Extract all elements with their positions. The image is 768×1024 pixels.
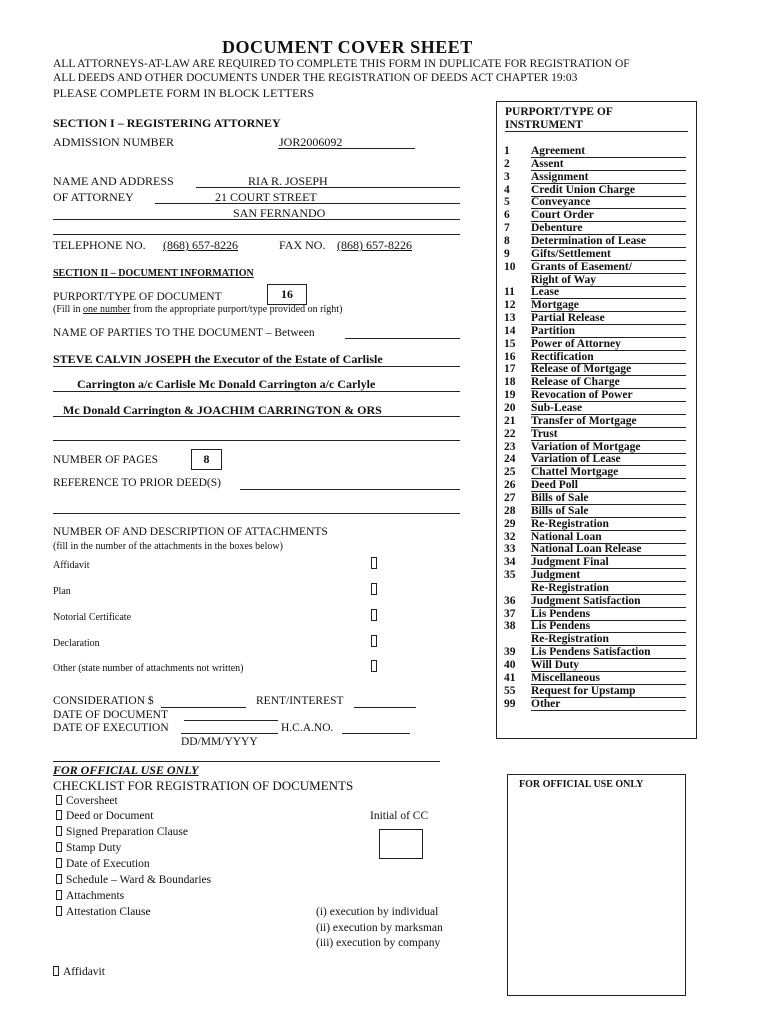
purport-item-label: Bills of Sale — [531, 505, 686, 518]
purport-item-number: 34 — [504, 556, 516, 569]
purport-item-label: Assignment — [531, 171, 686, 184]
hca-underline[interactable] — [342, 733, 410, 734]
checkbox-icon — [56, 810, 62, 820]
purport-item-label: Revocation of Power — [531, 389, 686, 402]
intro-line-2: ALL DEEDS AND OTHER DOCUMENTS UNDER THE REGISTRATION OF DEEDS ACT CHAPTER 19:03 — [53, 72, 578, 84]
purport-note-pre: (Fill in — [53, 304, 84, 315]
admission-underline — [278, 148, 415, 149]
purport-item-label: Agreement — [531, 145, 686, 158]
prior-deed-label: REFERENCE TO PRIOR DEED(S) — [53, 477, 221, 489]
checklist-preparation-clause[interactable] — [56, 826, 188, 838]
checklist-attachments-label: Attachments — [66, 890, 125, 902]
consideration-label: CONSIDERATION $ — [53, 695, 154, 707]
execution-company: (iii) execution by company — [316, 937, 441, 949]
purport-item-number: 21 — [504, 414, 516, 427]
purport-item-number: 9 — [504, 247, 510, 260]
initial-cc-label: Initial of CC — [370, 810, 429, 822]
purport-item-label: Rectification — [531, 351, 686, 364]
purport-item-label: Mortgage — [531, 299, 686, 312]
purport-item-number: 2 — [504, 157, 510, 170]
telephone-label: TELEPHONE NO. — [53, 238, 146, 252]
purport-item-label: Lease — [531, 286, 686, 299]
purport-item-label: Trust — [531, 428, 686, 441]
purport-item-number: 55 — [504, 684, 516, 697]
checklist-preparation-clause-label: Signed Preparation Clause — [66, 826, 189, 838]
purport-item-label: Chattel Mortgage — [531, 466, 686, 479]
parties-rule-4 — [53, 440, 460, 441]
purport-item-label: Right of Way — [531, 274, 686, 287]
name-underline — [196, 187, 460, 188]
checkbox-icon — [56, 826, 62, 836]
attachments-heading: NUMBER OF AND DESCRIPTION OF ATTACHMENTS — [53, 526, 328, 538]
parties-underline — [345, 338, 460, 339]
fax-value[interactable]: (868) 657-8226 — [337, 238, 412, 252]
purport-item-number: 35 — [504, 569, 516, 582]
purport-item-number: 32 — [504, 530, 516, 543]
checkbox-icon — [56, 874, 62, 884]
pages-box[interactable]: 8 — [191, 449, 222, 470]
attachment-plan-box[interactable] — [371, 583, 377, 595]
section-1-heading: SECTION I – REGISTERING ATTORNEY — [53, 116, 281, 130]
purport-item-number: 4 — [504, 183, 510, 196]
date-doc-label: DATE OF DOCUMENT — [53, 709, 168, 721]
purport-list-heading-rule — [505, 131, 688, 132]
pages-label: NUMBER OF PAGES — [53, 454, 159, 466]
purport-item-number: 15 — [504, 337, 516, 350]
purport-item-label: Assent — [531, 158, 686, 171]
purport-item-label: Judgment Satisfaction — [531, 595, 686, 608]
intro-line-3: PLEASE COMPLETE FORM IN BLOCK LETTERS — [53, 86, 315, 100]
checklist-date-execution[interactable] — [56, 858, 150, 870]
official-use-box-heading: FOR OFFICIAL USE ONLY — [519, 779, 644, 790]
date-format: DD/MM/YYYY — [181, 736, 258, 748]
purport-item-label: Release of Mortgage — [531, 363, 686, 376]
purport-item-number: 22 — [504, 427, 516, 440]
attachment-plan-label: Plan — [53, 586, 71, 597]
purport-item-number: 1 — [504, 145, 510, 157]
purport-item-label: Lis Pendens — [531, 620, 686, 633]
purport-item-label: Grants of Easement/ — [531, 261, 686, 274]
hca-label: H.C.A.NO. — [281, 722, 334, 734]
official-use-heading: FOR OFFICIAL USE ONLY — [53, 763, 199, 777]
rent-label: RENT/INTEREST — [256, 695, 344, 707]
intro-line-1: ALL ATTORNEYS-AT-LAW ARE REQUIRED TO COMPLETE THIS FORM IN DUPLICATE FOR REGISTRATION OF — [53, 58, 630, 70]
date-exec-label: DATE OF EXECUTION — [53, 722, 169, 734]
checkbox-icon — [56, 858, 62, 868]
purport-item-label: Transfer of Mortgage — [531, 415, 686, 428]
purport-item-label: Deed Poll — [531, 479, 686, 492]
purport-item-label: Court Order — [531, 209, 686, 222]
purport-list-heading-1: PURPORT/TYPE OF — [505, 106, 613, 118]
execution-marksman: (ii) execution by marksman — [316, 922, 443, 934]
purport-item-number: 19 — [504, 389, 516, 402]
consideration-underline[interactable] — [161, 707, 246, 708]
parties-line-3[interactable]: Mc Donald Carrington & JOACHIM CARRINGTON & ORS — [63, 403, 382, 417]
purport-item-number: 16 — [504, 350, 516, 363]
parties-line-2[interactable]: Carrington a/c Carlisle Mc Donald Carrington a/c Carlyle — [77, 377, 376, 391]
purport-item-label: Variation of Lease — [531, 453, 686, 466]
section-2-bottom-rule — [53, 761, 440, 762]
purport-item-number: 33 — [504, 543, 516, 556]
purport-item-number: 12 — [504, 299, 516, 312]
purport-item-label: Partition — [531, 325, 686, 338]
purport-item-label: Debenture — [531, 222, 686, 235]
attachment-declaration-label: Declaration — [53, 638, 100, 649]
purport-item-label: Judgment Final — [531, 556, 686, 569]
purport-item-number: 25 — [504, 466, 516, 479]
purport-item-label: National Loan Release — [531, 543, 686, 556]
checklist-affidavit[interactable] — [53, 966, 105, 978]
name-label-1: NAME AND ADDRESS — [53, 174, 174, 188]
name-label-2: OF ATTORNEY — [53, 190, 134, 204]
telephone-value[interactable]: (868) 657-8226 — [163, 238, 238, 252]
purport-item-label: Credit Union Charge — [531, 184, 686, 197]
purport-item-number: 36 — [504, 594, 516, 607]
checkbox-icon — [56, 842, 62, 852]
address-underline-2 — [53, 219, 460, 220]
purport-item-label: Miscellaneous — [531, 672, 686, 685]
attachment-notorial-box[interactable] — [371, 609, 377, 621]
purport-item-label: Determination of Lease — [531, 235, 686, 248]
checkbox-icon — [56, 906, 62, 916]
purport-list-heading-2: INSTRUMENT — [505, 119, 583, 131]
attachment-affidavit-box[interactable] — [371, 557, 377, 569]
purport-item-number: 11 — [504, 286, 515, 299]
address-underline-3 — [53, 234, 460, 235]
purport-item-label: Request for Upstamp — [531, 685, 686, 698]
checkbox-icon — [53, 966, 59, 976]
prior-deed-underline — [240, 489, 460, 490]
purport-item-number: 7 — [504, 222, 510, 235]
purport-item-number: 20 — [504, 402, 516, 414]
parties-label: NAME OF PARTIES TO THE DOCUMENT – Between — [53, 327, 315, 339]
purport-item-number: 41 — [504, 671, 516, 684]
purport-item-number: 8 — [504, 234, 510, 247]
admission-value[interactable]: JOR2006092 — [279, 135, 343, 149]
purport-item-number: 5 — [504, 196, 510, 209]
parties-rule-2 — [53, 391, 460, 392]
purport-item-number: 17 — [504, 363, 516, 376]
checklist-coversheet-label: Coversheet — [66, 795, 118, 807]
section-2-heading: SECTION II – DOCUMENT INFORMATION — [53, 268, 254, 279]
parties-rule-1 — [53, 366, 460, 367]
checkbox-icon — [56, 795, 62, 805]
purport-item-number: 27 — [504, 491, 516, 504]
fax-label: FAX NO. — [279, 238, 326, 252]
purport-item-number: 40 — [504, 659, 516, 671]
checklist-affidavit-label: Affidavit — [63, 966, 105, 978]
parties-rule-3 — [53, 416, 460, 417]
checklist-schedule[interactable] — [56, 874, 211, 886]
official-use-box — [507, 774, 686, 996]
attachments-note: (fill in the number of the attachments in the boxes below) — [53, 541, 283, 552]
purport-item-number: 24 — [504, 453, 516, 466]
attachment-other-label: Other (state number of attachments not written) — [53, 663, 244, 674]
purport-item-number: 26 — [504, 479, 516, 492]
attachment-declaration-box[interactable] — [371, 635, 377, 647]
purport-item-label: National Loan — [531, 531, 686, 544]
purport-item-label: Lis Pendens Satisfaction — [531, 646, 686, 659]
page-title: DOCUMENT COVER SHEET — [222, 37, 473, 57]
purport-number-box[interactable]: 16 — [267, 284, 307, 305]
checklist-deed[interactable] — [56, 810, 154, 822]
purport-note-underlined: one number — [83, 304, 131, 315]
address-line-1[interactable]: 21 COURT STREET — [215, 190, 317, 204]
attachment-affidavit-label: Affidavit — [53, 560, 90, 571]
purport-item-number: 23 — [504, 440, 516, 453]
checklist-heading: CHECKLIST FOR REGISTRATION OF DOCUMENTS — [53, 778, 354, 793]
initial-cc-box[interactable] — [379, 829, 423, 859]
purport-item-number: 39 — [504, 646, 516, 659]
execution-individual: (i) execution by individual — [316, 906, 439, 918]
purport-item-label: Re-Registration — [531, 633, 686, 646]
date-doc-underline[interactable] — [184, 720, 278, 721]
purport-item-label: Lis Pendens — [531, 608, 686, 621]
attachment-notorial-label: Notorial Certificate — [53, 612, 132, 623]
purport-item-number: 6 — [504, 209, 510, 222]
purport-note-post: from the appropriate purport/type provided on right) — [130, 304, 343, 315]
checkbox-icon — [56, 890, 62, 900]
attachment-other-box[interactable] — [371, 660, 377, 672]
purport-item-label: Judgment — [531, 569, 686, 582]
parties-line-1[interactable]: STEVE CALVIN JOSEPH the Executor of the Estate of Carlisle — [53, 352, 383, 366]
purport-item-number: 28 — [504, 504, 516, 517]
admission-label: ADMISSION NUMBER — [53, 135, 175, 149]
purport-item-number: 18 — [504, 376, 516, 389]
purport-item-label: Conveyance — [531, 196, 686, 209]
date-exec-underline[interactable] — [181, 733, 278, 734]
purport-item-number: 10 — [504, 260, 516, 273]
checklist-date-execution-label: Date of Execution — [66, 858, 150, 870]
purport-item-label: Re-Registration — [531, 518, 686, 531]
purport-item-number: 37 — [504, 607, 516, 620]
purport-item-number: 3 — [504, 170, 510, 183]
attorney-name-value[interactable]: RIA R. JOSEPH — [248, 174, 328, 188]
purport-item-label: Sub-Lease — [531, 402, 686, 415]
checklist-deed-label: Deed or Document — [66, 810, 154, 822]
purport-item-number: 13 — [504, 312, 516, 325]
purport-item-label: Variation of Mortgage — [531, 441, 686, 454]
checklist-attachments[interactable] — [56, 890, 124, 902]
purport-item-label: Power of Attorney — [531, 338, 686, 351]
purport-item-label: Other — [531, 698, 686, 711]
purport-item-label: Gifts/Settlement — [531, 248, 686, 261]
purport-note — [53, 304, 342, 315]
purport-item-label: Will Duty — [531, 659, 686, 672]
purport-item-label: Re-Registration — [531, 582, 686, 595]
checklist-attestation-label: Attestation Clause — [66, 906, 151, 918]
rent-underline[interactable] — [354, 707, 416, 708]
purport-label: PURPORT/TYPE OF DOCUMENT — [53, 291, 222, 303]
purport-item-number: 29 — [504, 517, 516, 530]
purport-item-number: 14 — [504, 324, 516, 337]
checklist-stamp-duty[interactable] — [56, 842, 121, 854]
purport-item-label: Bills of Sale — [531, 492, 686, 505]
prior-deed-rule — [53, 513, 460, 514]
checklist-stamp-duty-label: Stamp Duty — [66, 842, 122, 854]
purport-item-label: Partial Release — [531, 312, 686, 325]
address-line-2[interactable]: SAN FERNANDO — [233, 206, 326, 220]
checklist-schedule-label: Schedule – Ward & Boundaries — [66, 874, 212, 886]
purport-item-label: Release of Charge — [531, 376, 686, 389]
checklist-coversheet[interactable] — [56, 795, 118, 807]
purport-item-number: 99 — [504, 697, 516, 710]
purport-item-number: 38 — [504, 620, 516, 633]
checklist-attestation[interactable] — [56, 906, 151, 918]
